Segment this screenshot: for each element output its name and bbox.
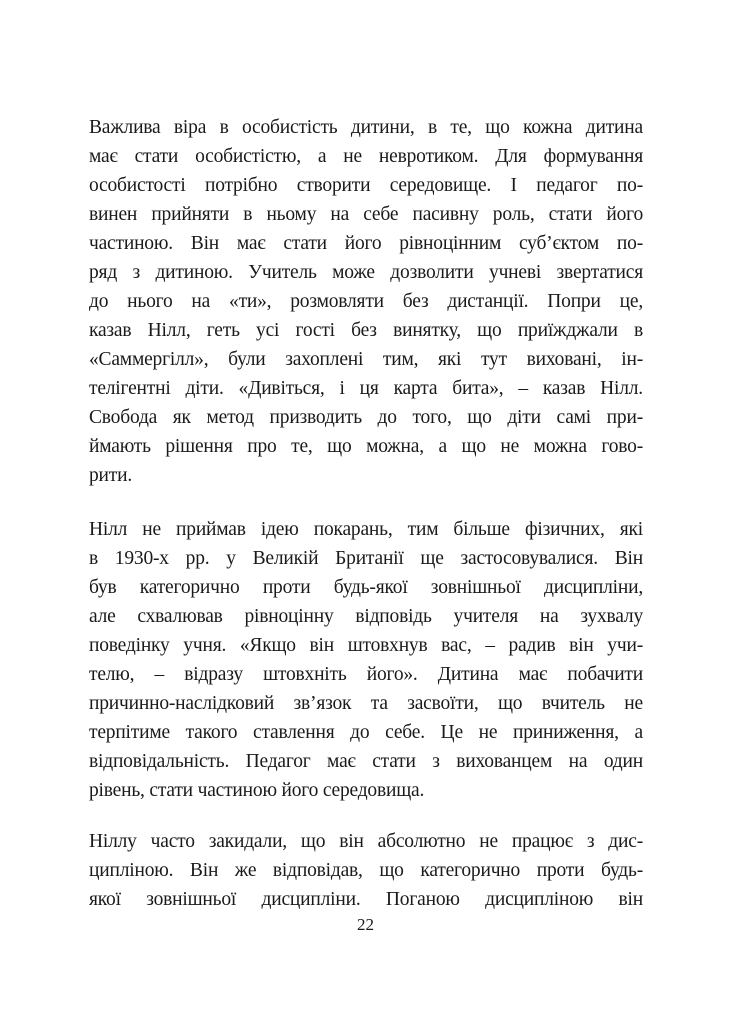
text-line: частиною. Він має стати його рівноцінним суб’єктом по- (89, 233, 643, 254)
text-line: телігентні діти. «Дивіться, і ця карта бита», – казав Нілл. (89, 378, 643, 399)
text-line: в 1930-х рр. у Великій Британії ще застосовувалися. Він (89, 548, 643, 569)
text-line: ряд з дитиною. Учитель може дозволити учневі звертатися (89, 262, 643, 283)
text-line: причинно-наслідковий зв’язок та засвоїти, що вчитель не (89, 693, 643, 714)
text-line: терпітиме такого ставлення до себе. Це не приниження, а (89, 722, 643, 743)
text-line: відповідальність. Педагог має стати з вихованцем на один (89, 751, 643, 772)
paragraph-3 (89, 827, 643, 914)
text-line: телю, – відразу штовхніть його». Дитина має побачити (89, 664, 643, 685)
text-line: але схвалював рівноцінну відповідь учителя на зухвалу (89, 606, 643, 627)
text-line: поведінку учня. «Якщо він штовхнув вас, – радив він учи- (89, 635, 643, 656)
text-line: ймають рішення про те, що можна, а що не можна гово- (89, 436, 643, 457)
paragraph-2 (89, 515, 643, 805)
text-line: Важлива віра в особистість дитини, в те, що кожна дитина (89, 117, 643, 138)
paragraph-1 (89, 113, 643, 490)
text-line: казав Нілл, геть усі гості без винятку, що приїжджали в (89, 320, 643, 341)
text-line: рити. (89, 465, 133, 486)
page-number: 22 (357, 915, 374, 934)
text-line: до нього на «ти», розмовляти без дистанції. Попри це, (89, 291, 643, 312)
text-line: має стати особистістю, а не невротиком. Для формування (89, 146, 643, 167)
text-line: був категорично проти будь-якої зовнішньої дисципліни, (89, 577, 643, 598)
text-line: ципліною. Він же відповідав, що категорично проти будь- (89, 860, 643, 881)
text-line: особистості потрібно створити середовище. І педагог по- (89, 175, 643, 196)
text-line: «Саммергілл», були захоплені тим, які тут виховані, ін- (89, 349, 643, 370)
text-line: винен прийняти в ньому на себе пасивну роль, стати його (89, 204, 643, 225)
text-line: Нілл не приймав ідею покарань, тим більше фізичних, які (89, 519, 643, 540)
text-line: якої зовнішньої дисципліни. Поганою дисципліною він (89, 889, 643, 910)
text-line: Ніллу часто закидали, що він абсолютно не працює з дис- (89, 831, 643, 852)
text-line: рівень, стати частиною його середовища. (89, 780, 425, 801)
text-line: Свобода як метод призводить до того, що діти самі при- (89, 407, 643, 428)
